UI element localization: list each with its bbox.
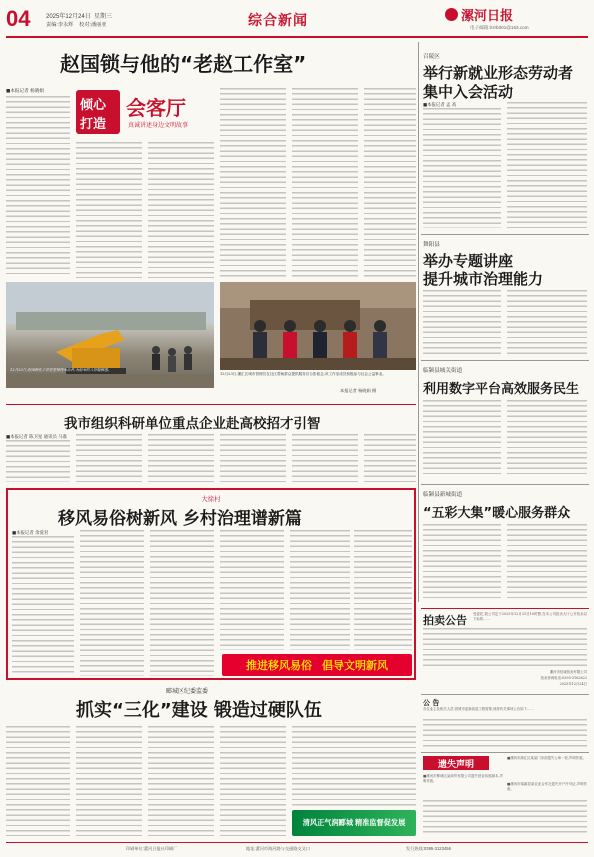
smart-body-2 xyxy=(507,400,587,478)
notice-title: 公 告 xyxy=(423,699,440,707)
section-name: 综合新闻 xyxy=(248,12,308,28)
feature-banner-right: 倡导文明新风 xyxy=(322,660,388,672)
lead-photo-2 xyxy=(220,282,416,370)
lead-title: 赵国锁与他的“老赵工作室” xyxy=(60,52,307,76)
five-kicker: 临颍县新城街道 xyxy=(423,492,463,498)
lead-photo-credit: 本报记者 杨晓娟 摄 xyxy=(340,388,377,393)
supervise-green-banner: 清风正气润郾城 精准监督促发展 xyxy=(292,810,416,836)
lead-body-col2 xyxy=(76,142,142,278)
forum-title-line1: 举办专题讲座 xyxy=(423,252,514,270)
smart-title: 利用数字平台高效服务民生 xyxy=(423,382,580,397)
lead-article xyxy=(6,42,416,400)
notice-body: 各位业主及相关人员:因城市更新改造工程需要,现将有关事项公告如下…… xyxy=(423,707,534,711)
auction-title: 拍卖公告 xyxy=(423,614,467,627)
auction-notice xyxy=(421,608,589,692)
email-line: 电子邮箱:lrzrb001@163.com xyxy=(470,25,529,30)
forum-kicker: 舞阳县 xyxy=(423,242,440,248)
public-notice xyxy=(421,694,589,750)
footer-printer: 印刷单位:漯河日报社印刷厂 xyxy=(126,846,178,851)
page-number: 04 xyxy=(6,6,31,31)
editor-credits: 责编:李永辉 校对:潘丽亚 xyxy=(46,22,107,28)
logo-seal-icon xyxy=(445,8,458,21)
jobs-kicker: 召陵区 xyxy=(423,54,440,60)
lead-body-col3 xyxy=(148,142,214,278)
lead-body-col1 xyxy=(6,96,70,278)
forum-title-line2: 提升城市治理能力 xyxy=(423,270,544,288)
lead-byline: ■本报记者 杨晓娟 xyxy=(6,89,44,94)
forum-body xyxy=(423,290,501,354)
feature-title: 移风易俗树新风 乡村治理谱新篇 xyxy=(58,509,302,529)
smart-kicker: 临颍县城关街道 xyxy=(423,368,463,374)
jobs-byline: ■本报记者 孟 高 xyxy=(423,103,457,108)
feature-banner xyxy=(222,654,412,676)
supervise-article xyxy=(6,686,416,838)
lead-body-col4 xyxy=(220,88,286,278)
feature-kicker: 大徐村 xyxy=(201,495,221,503)
jobs-body xyxy=(423,108,501,228)
issue-date: 2025年12月24日 星期三 xyxy=(46,14,113,20)
talent-article xyxy=(6,404,416,482)
forum-body-2 xyxy=(507,290,587,354)
jobs-title-line2: 集中入会活动 xyxy=(423,83,514,101)
supervise-title: 抓实“三化”建设 锻造过硬队伍 xyxy=(76,700,322,721)
five-body-2 xyxy=(507,524,587,602)
lost-notice xyxy=(421,752,589,838)
lead-body-col5 xyxy=(292,88,358,278)
talent-title: 我市组织科研单位重点企业赴高校招才引智 xyxy=(64,416,321,432)
lost-item-1: ■漯河市郾城区某商贸有限公司遗失营业执照副本,声明作废。 xyxy=(423,774,503,784)
auction-date: 2025年12月24日 xyxy=(559,682,587,686)
jobs-body-2 xyxy=(507,102,587,228)
auction-body: 受委托,我公司定于2025年12月31日10时整,在本公司拍卖大厅公开拍卖以下标的…… xyxy=(473,612,587,622)
lost-item-3: ■漯河市临颍县某农业合作社遗失开户许可证,声明作废。 xyxy=(507,782,587,792)
five-title: “五彩大集”暖心服务群众 xyxy=(423,506,571,521)
column-badge: 倾心 打造 会客厅 真诚讲述身边文明故事 xyxy=(76,88,216,138)
talent-byline: ■本报记者 陈卫星 通讯员 马准 xyxy=(6,435,68,440)
supervise-kicker: 郾城区纪委监委 xyxy=(166,688,209,695)
masthead xyxy=(0,0,594,40)
five-body xyxy=(423,524,501,602)
smart-body xyxy=(423,400,501,478)
lead-body-col6 xyxy=(364,88,416,278)
feature-article xyxy=(6,488,416,680)
lost-title-box: 遗失声明 xyxy=(423,756,489,770)
auction-phone: 拍卖咨询电话:0395-3162822 xyxy=(540,676,587,680)
auction-company: 漯河市信诚拍卖有限公司 xyxy=(549,670,587,674)
lost-item-2: ■漯河市源汇区某某门市部遗失公章一枚,声明作废。 xyxy=(507,756,586,760)
paper-logo: 漯河日报 xyxy=(445,5,513,24)
jobs-title-line1: 举行新就业形态劳动者 xyxy=(423,64,574,82)
footer-phone: 发行热线:0395-3123456 xyxy=(406,846,451,851)
footer-address: 地址:漯河市海河路与交通路交叉口 xyxy=(246,846,310,851)
feature-banner-left: 推进移风易俗 xyxy=(246,660,312,672)
lead-photo-2-caption: 12月23日,漯汇区城市管理员在社区帮助群众提供服务后合影留念,该工作室成员积极参与社会公益事业。 xyxy=(220,372,386,376)
lead-photo-1-caption: 12月23日,赵国锁在工作室里接待来访者,为前来的人答疑解惑。 xyxy=(10,368,112,372)
footer xyxy=(6,842,588,854)
feature-byline: ■本报记者 余爱君 xyxy=(12,531,49,536)
